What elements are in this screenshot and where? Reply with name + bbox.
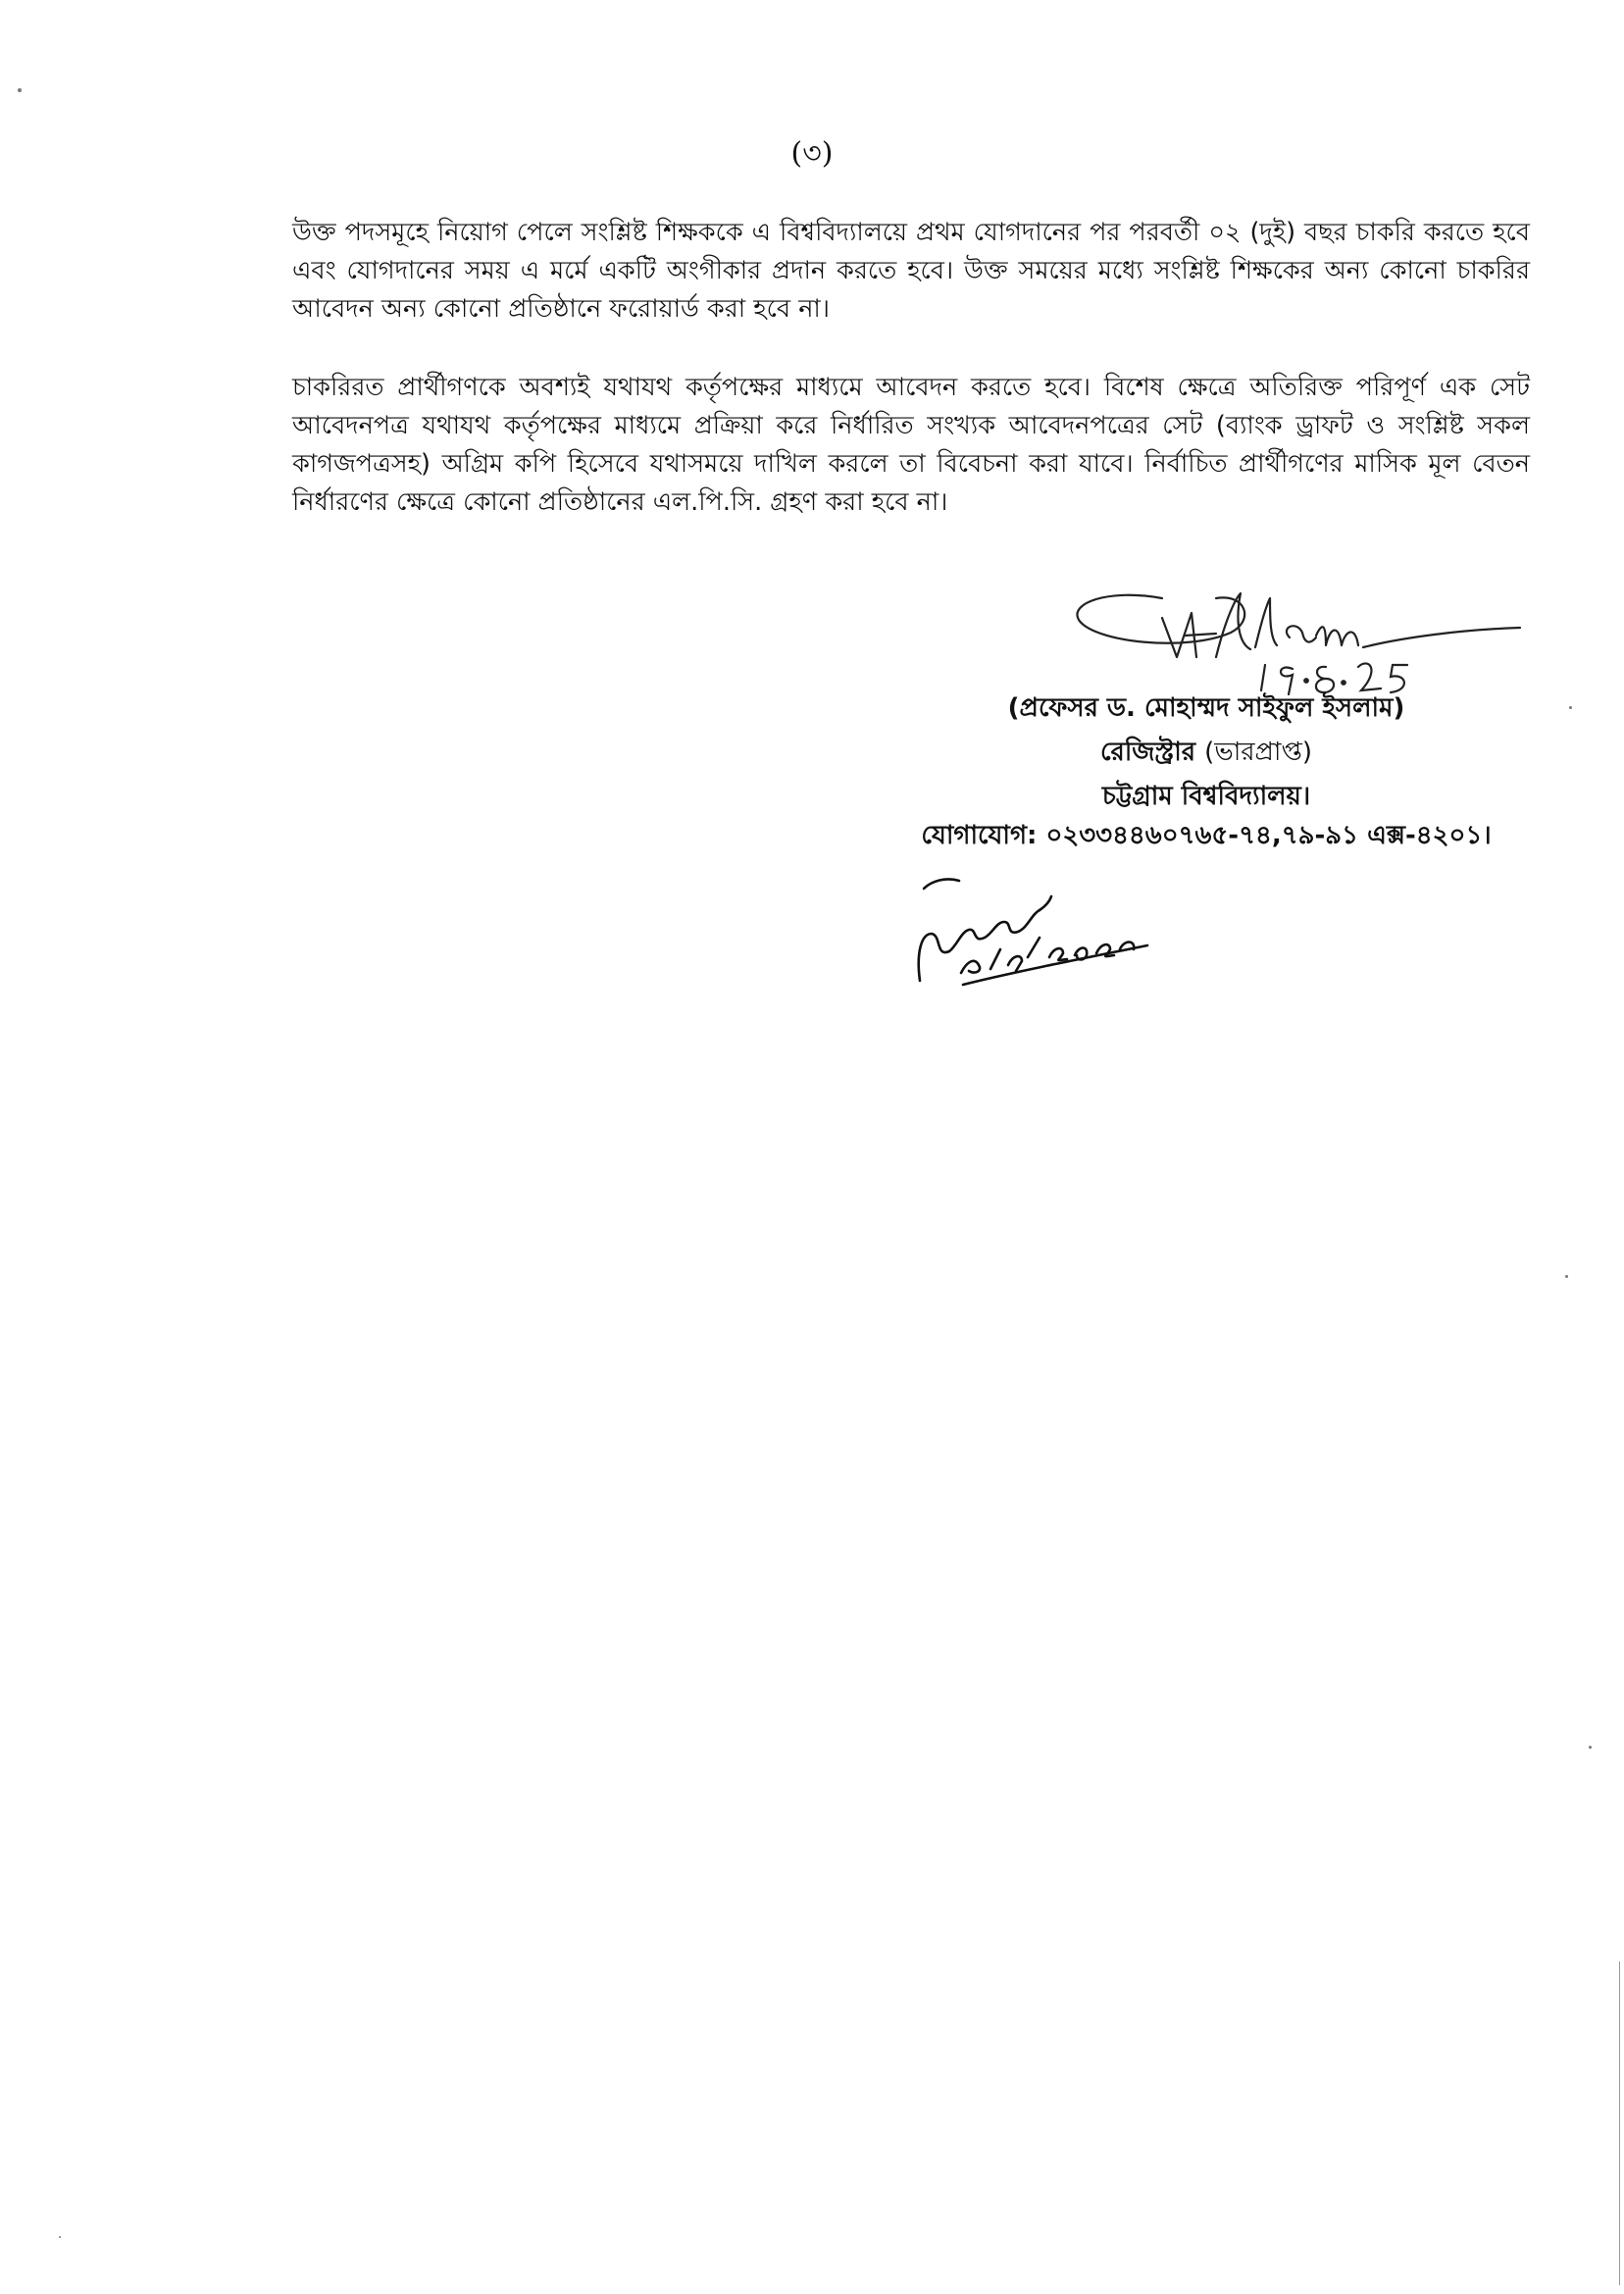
scan-speck [1569,706,1572,709]
signer-organization: চট্টগ্রাম বিশ্ববিদ্যালয়। [1101,782,1311,811]
body-paragraph-2: চাকরিরত প্রার্থীগণকে অবশ্যই যথাযথ কর্তৃপক্ষের মাধ্যমে আবেদন করতে হবে। বিশেষ ক্ষেত্রে অতিরিক্ত পরিপূর্ণ এক সেট আবেদনপত্র যথাযথ কর্তৃপক্ষের মাধ্যমে প্রক্রিয়া করে নির্ধারিত সংখ্যক আবেদনপত্রের সেট (ব্যাংক ড্রাফট ও সংশ্লিষ্ট সকল কাগজপত্রসহ) অগ্রিম কপি হিসেবে যথাসময়ে দাখিল করলে তা বিবেচনা করা যাবে। নির্বাচিত প্রার্থীগণের মাসিক মূল বেতন নির্ধারণের ক্ষেত্রে কোনো প্রতিষ্ঠানের এল.পি.সি. গ্রহণ করা হবে না। [292,373,1530,517]
signer-contact: যোগাযোগ: ০২৩৩৪৪৬০৭৬৫-৭৪,৭৯-৯১ এক্স-৪২০১। [921,821,1492,850]
registrar-signature [1069,559,1530,696]
signer-title-text: রেজিস্ট্রার [1100,738,1196,767]
scan-edge-line [1619,1962,1620,2285]
signer-name: (প্রফেসর ড. মোহাম্মদ সাইফুল ইসলাম) [1007,693,1405,723]
signer-title-note: (ভারপ্রাপ্ত) [1204,738,1312,767]
body-paragraph-1: উক্ত পদসমূহে নিয়োগ পেলে সংশ্লিষ্ট শিক্ষককে এ বিশ্ববিদ্যালয়ে প্রথম যোগদানের পর পরবর্তী ০২ (দুই) বছর চাকরি করতে হবে এবং যোগদানের সময় এ মর্মে একটি অংগীকার প্রদান করতে হবে। উক্ত সময়ের মধ্যে সংশ্লিষ্ট শিক্ষকের অন্য কোনো চাকরির আবেদন অন্য কোনো প্রতিষ্ঠানে ফরোয়ার্ড করা হবে না। [292,218,1530,324]
scan-speck [18,88,22,92]
initial-signature [902,863,1157,991]
scan-speck [59,2236,61,2238]
scan-speck [1565,1275,1568,1278]
scan-speck [1589,1746,1592,1749]
page-number: (৩) [790,136,834,171]
signer-title [863,732,1549,775]
